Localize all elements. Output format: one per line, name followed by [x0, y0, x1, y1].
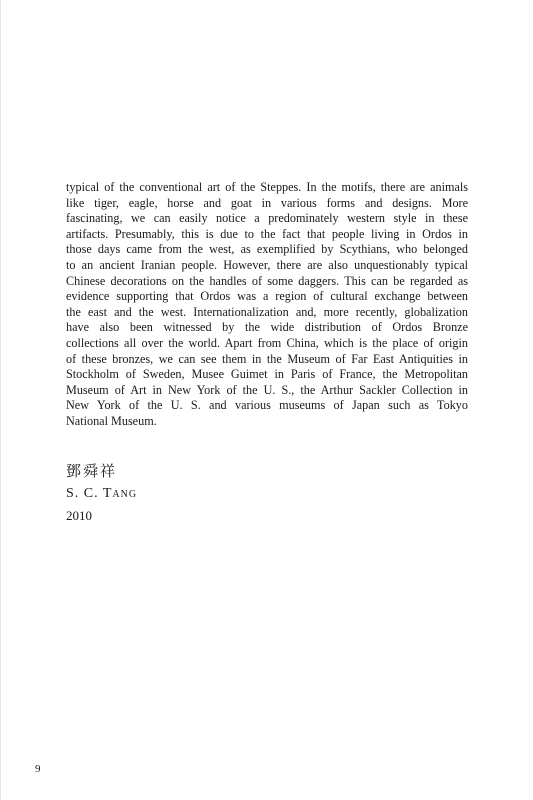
text-line: fascinating, we can easily notice a predominately western style in these: [66, 211, 468, 226]
text-line: collections all over the world. Apart from China, which is the place of origin: [66, 335, 468, 350]
page-number: 9: [35, 763, 41, 775]
text-line: to an ancient Iranian people. However, there are also unquestionably typical: [66, 257, 468, 272]
text-line: Stockholm of Sweden, Musee Guimet in Paris of France, the Metropolitan: [66, 367, 468, 382]
text-line: those days came from the west, as exemplified by Scythians, who belonged: [66, 242, 468, 257]
text-line: New York of the U. S. and various museums of Japan such as Tokyo: [66, 398, 468, 413]
body-paragraph: [66, 180, 468, 430]
text-line: Museum of Art in New York of the U. S., the Arthur Sackler Collection in: [66, 382, 468, 397]
signature-block: [66, 460, 137, 524]
text-line: artifacts. Presumably, this is due to the fact that people living in Ordos in: [66, 226, 468, 241]
signature-name: S. C. Tang: [66, 486, 138, 501]
text-line: typical of the conventional art of the Steppes. In the motifs, there are animals: [66, 180, 468, 194]
text-line: the east and the west. Internationalization and, more recently, globalization: [66, 304, 468, 319]
text-line: National Museum.: [66, 413, 157, 428]
signature-chinese-name: 鄧舜祥: [66, 462, 118, 480]
text-line: evidence supporting that Ordos was a region of cultural exchange between: [66, 289, 468, 304]
text-line: have also been witnessed by the wide distribution of Ordos Bronze: [66, 320, 468, 335]
text-line: of these bronzes, we can see them in the Museum of Far East Antiquities in: [66, 351, 468, 366]
signature-year: 2010: [66, 508, 92, 523]
text-line: Chinese decorations on the handles of some daggers. This can be regarded as: [66, 273, 468, 288]
text-line: like tiger, eagle, horse and goat in various forms and designs. More: [66, 195, 468, 210]
